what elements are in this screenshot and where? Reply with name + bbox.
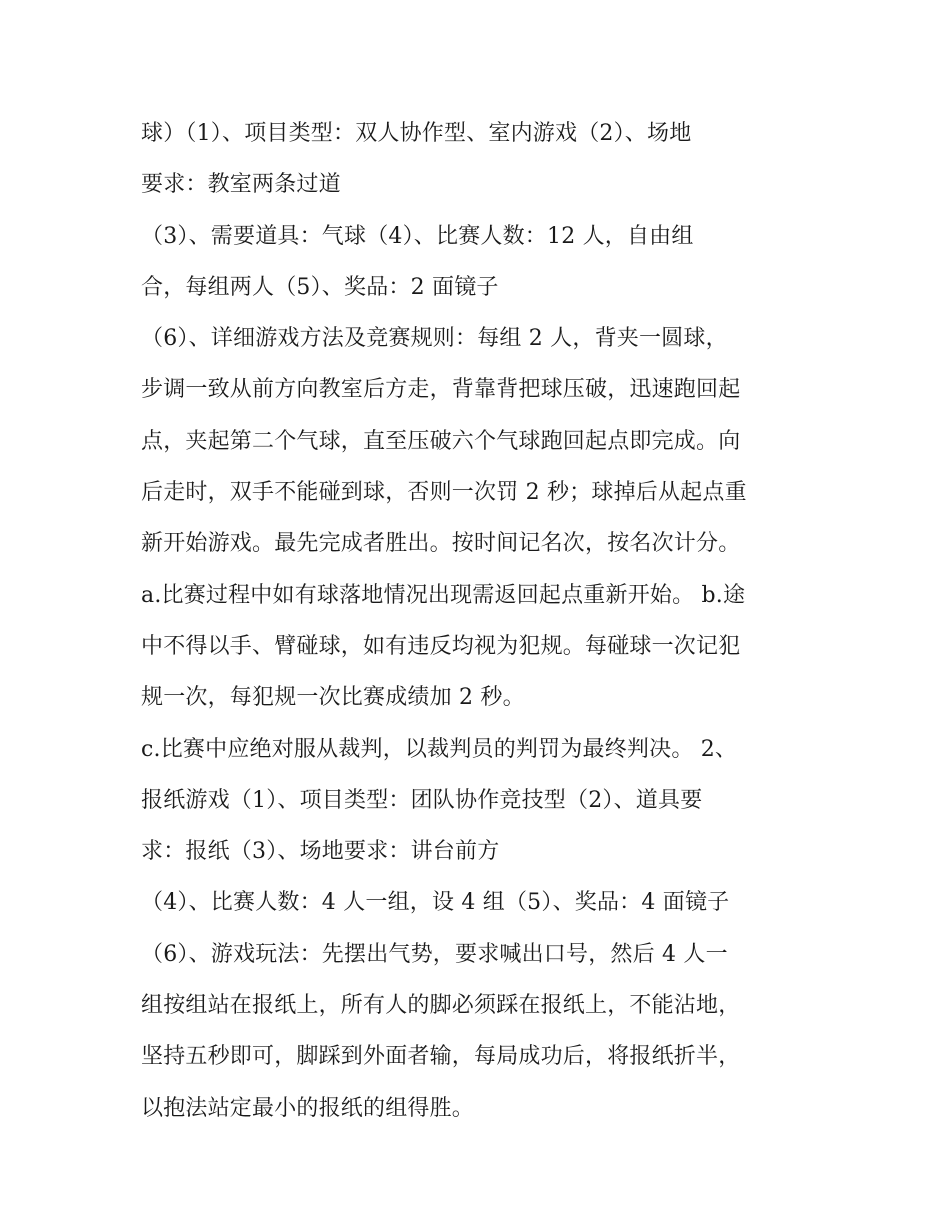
text-line: （6）、游戏玩法：先摆出气势，要求喊出口号，然后 4 人一 xyxy=(141,941,728,967)
text-line: （3）、需要道具：气球（4）、比赛人数：12 人，自由组 xyxy=(141,223,694,249)
text-line: 点，夹起第二个气球，直至压破六个气球跑回起点即完成。向 xyxy=(141,428,741,454)
text-line: 步调一致从前方向教室后方走，背靠背把球压破，迅速跑回起 xyxy=(141,377,741,403)
text-line: c.比赛中应绝对服从裁判，以裁判员的判罚为最终判决。 2、 xyxy=(141,736,738,762)
text-line: 新开始游戏。最先完成者胜出。按时间记名次，按名次计分。 xyxy=(141,531,741,557)
text-line: 组按组站在报纸上，所有人的脚必须踩在报纸上，不能沾地， xyxy=(141,993,741,1019)
text-line: 合，每组两人（5）、奖品：2 面镜子 xyxy=(141,274,499,300)
text-line: 坚持五秒即可，脚踩到外面者输，每局成功后，将报纸折半， xyxy=(141,1044,741,1070)
body-text xyxy=(141,108,821,1134)
text-line: （4）、比赛人数：4 人一组，设 4 组（5）、奖品：4 面镜子 xyxy=(141,890,730,916)
text-line: 以抱法站定最小的报纸的组得胜。 xyxy=(141,1095,475,1121)
text-line: 中不得以手、臂碰球，如有违反均视为犯规。每碰球一次记犯 xyxy=(141,633,741,659)
text-line: 规一次，每犯规一次比赛成绩加 2 秒。 xyxy=(141,685,525,711)
text-line: 要求：教室两条过道 xyxy=(141,172,341,198)
text-line: 球）（1）、项目类型：双人协作型、室内游戏（2）、场地 xyxy=(141,121,692,146)
text-line: a.比赛过程中如有球落地情况出现需返回起点重新开始。 b.途 xyxy=(141,582,746,608)
text-line: 后走时，双手不能碰到球，否则一次罚 2 秒；球掉后从起点重 xyxy=(141,480,747,506)
text-line: 报纸游戏（1）、项目类型：团队协作竞技型（2）、道具要 xyxy=(141,787,703,813)
text-line: 求：报纸（3）、场地要求：讲台前方 xyxy=(141,839,500,865)
text-line: （6）、详细游戏方法及竞赛规则：每组 2 人，背夹一圆球， xyxy=(141,326,728,352)
